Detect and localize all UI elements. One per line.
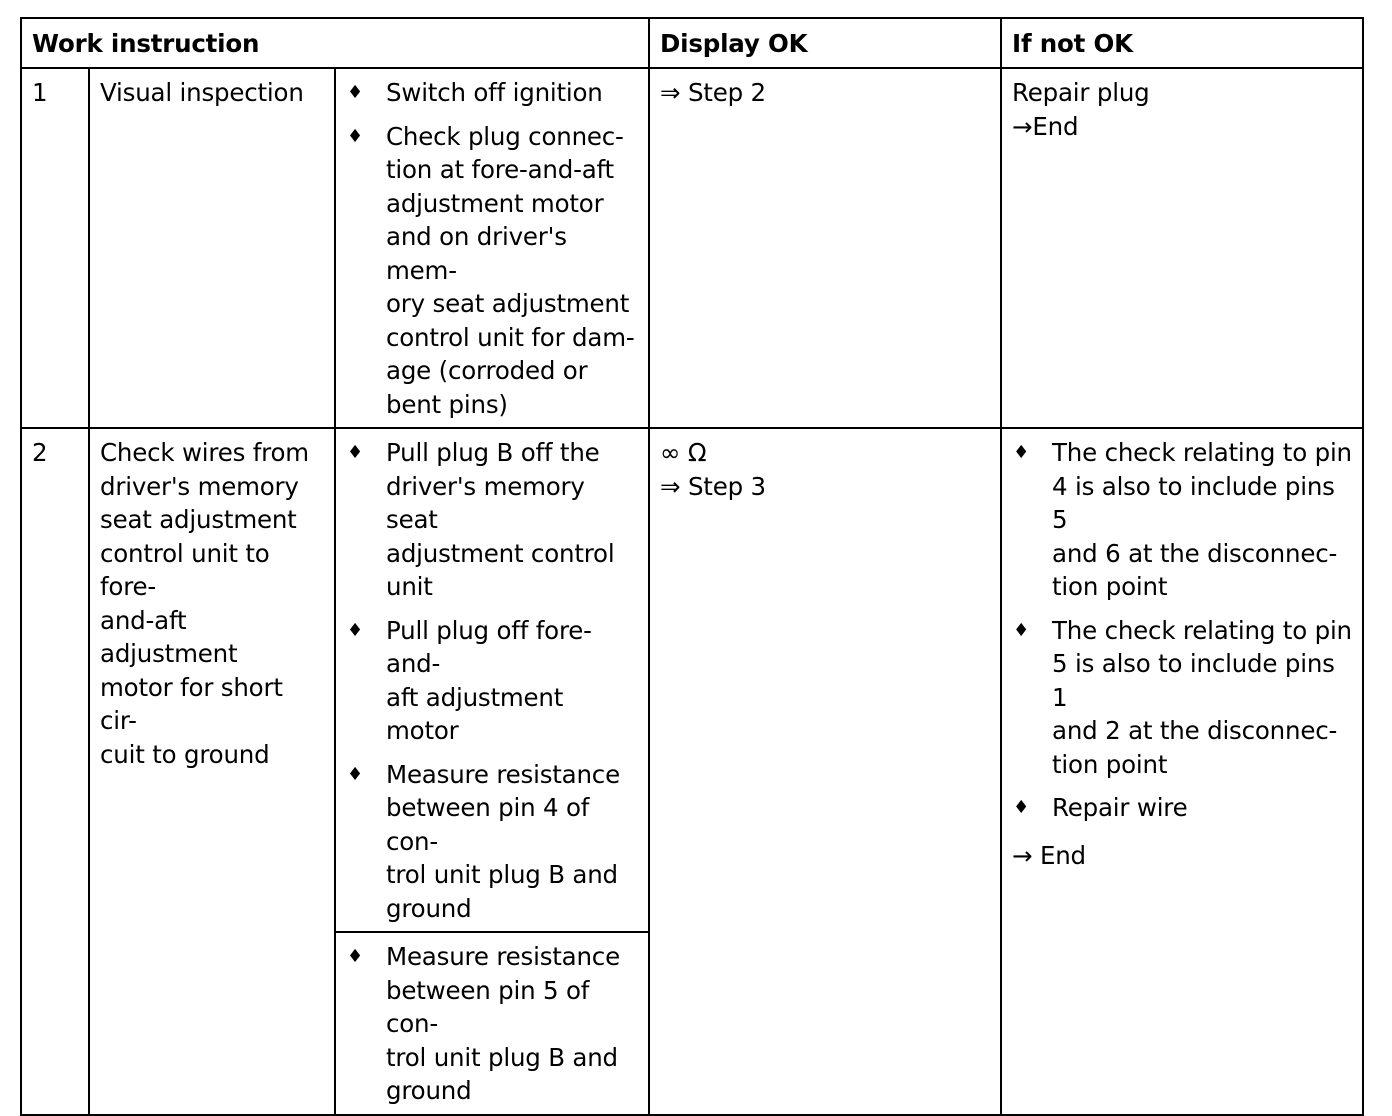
row-title: Visual inspection [89, 68, 335, 428]
table-row-1 [21, 68, 1363, 428]
if-not-ok-cell [1001, 428, 1363, 1115]
list-item: ♦ Repair wire [1012, 791, 1352, 825]
end-arrow-text: → End [1012, 840, 1086, 870]
remedy-list [1012, 436, 1352, 825]
list-item: ♦ Measure resistance between pin 5 of con- trol unit plug B and ground [347, 942, 620, 1105]
list-item: ♦ Switch off ignition [346, 76, 638, 110]
diamond-bullet-icon: ♦ [1013, 797, 1029, 818]
row-title: Check wires from driver's memory seat adjustment control unit to fore- and-aft adjustment motor for short cir- cuit to ground [89, 428, 335, 1115]
display-ok-cell: ∞ Ω ⇒ Step 3 [649, 428, 1001, 1115]
diamond-bullet-icon: ♦ [1013, 442, 1029, 463]
work-instruction-table [20, 17, 1364, 1116]
diamond-bullet-icon: ♦ [347, 946, 363, 967]
header-if-not-ok: If not OK [1001, 18, 1363, 68]
header-work-instruction: Work instruction [21, 18, 649, 68]
list-item: ♦ Check plug connec- tion at fore-and-aft adjustment motor and on driver's mem- ory seat adjustment control unit for dam- age (corroded or bent pins) [347, 121, 635, 419]
diamond-bullet-icon: ♦ [347, 619, 363, 641]
diamond-bullet-icon: ♦ [347, 442, 363, 463]
if-not-ok-cell: Repair plug →End [1001, 68, 1363, 428]
step-list [346, 436, 638, 925]
list-item: ♦ The check relating to pin 4 is also to include pins 5 and 6 at the disconnec- tion point [1013, 438, 1352, 601]
display-ok-cell: ⇒ Step 2 [649, 68, 1001, 428]
step-list [346, 76, 638, 421]
row-steps-cell [335, 428, 649, 932]
diamond-bullet-icon: ♦ [1013, 619, 1029, 641]
row-number: 2 [21, 428, 89, 1115]
list-item: ♦ The check relating to pin 5 is also to include pins 1 and 2 at the disconnec- tion point [1013, 615, 1352, 779]
table-header-row [21, 18, 1363, 68]
list-item: ♦ Pull plug off fore-and- aft adjustment motor [347, 615, 592, 745]
list-item: ♦ Measure resistance between pin 4 of con- trol unit plug B and ground [347, 759, 620, 923]
diamond-bullet-icon: ♦ [347, 125, 363, 147]
header-display-ok: Display OK [649, 18, 1001, 68]
list-item: ♦ Pull plug B off the driver's memory seat adjustment control unit [347, 438, 615, 601]
diamond-bullet-icon: ♦ [347, 82, 363, 103]
diamond-bullet-icon: ♦ [347, 763, 363, 785]
row-steps-cell [335, 68, 649, 428]
row-steps-cell [335, 932, 649, 1115]
row-number: 1 [21, 68, 89, 428]
step-list [346, 940, 638, 1108]
table-row-2 [21, 428, 1363, 932]
